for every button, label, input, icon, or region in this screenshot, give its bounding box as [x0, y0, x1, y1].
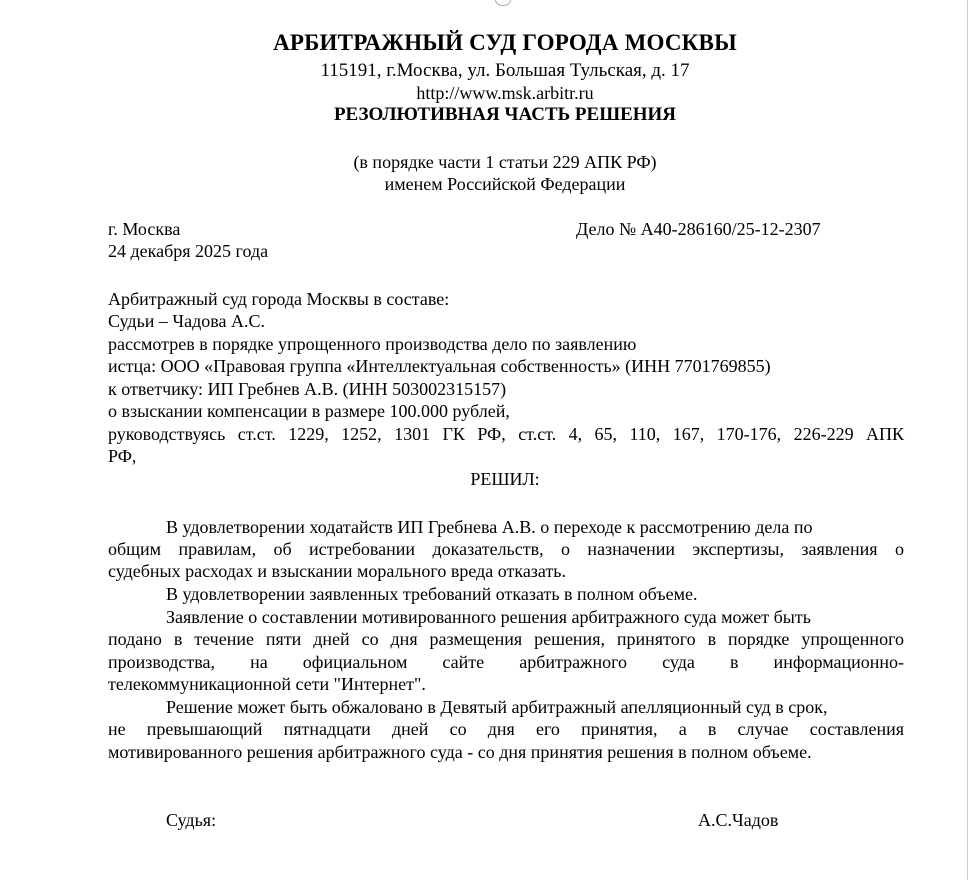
procedure-note: (в порядке части 1 статьи 229 АПК РФ) [353, 152, 657, 172]
court-website: http://www.msk.arbitr.ru [416, 83, 594, 103]
decision-line: судебных расходах и взыскании морального вреда отказать. [108, 561, 567, 581]
decision-line: не превышающий пятнадцати дней со дня его принятия, а в случае составления [108, 719, 904, 739]
intro-line: рассмотрев в порядке упрощенного производства дело по заявлению [108, 334, 637, 354]
intro-line: РФ, [108, 446, 137, 466]
decision-line: В удовлетворении ходатайств ИП Гребнева А.В. о переходе к рассмотрению дела по [166, 517, 813, 537]
court-address: 115191, г.Москва, ул. Большая Тульская, д. 17 [320, 60, 690, 81]
decision-line: телекоммуникационной сети "Интернет". [108, 674, 426, 694]
case-number: Дело № А40-286160/25-12-2307 [576, 219, 821, 239]
decided-heading: РЕШИЛ: [470, 469, 540, 489]
decision-line: общим правилам, об истребовании доказательств, о назначении экспертизы, заявления о [108, 539, 904, 559]
decision-line: подано в течение пяти дней со дня размещения решения, принятого в порядке упрощенного [108, 629, 904, 649]
intro-line: Арбитражный суд города Москвы в составе: [108, 289, 450, 309]
decision-line: Заявление о составлении мотивированного решения арбитражного суда может быть [166, 607, 811, 627]
decision-line: Решение может быть обжаловано в Девятый арбитражный апелляционный суд в срок, [166, 697, 828, 717]
intro-line: к ответчику: ИП Гребнев А.В. (ИНН 503002315157) [108, 379, 507, 399]
on-behalf-line: именем Российской Федерации [384, 174, 626, 194]
intro-line: о взыскании компенсации в размере 100.000 рублей, [108, 401, 510, 421]
intro-line: истца: ООО «Правовая группа «Интеллектуальная собственность» (ИНН 7701769855) [108, 356, 771, 376]
signature-label: Судья: [166, 810, 217, 830]
page-edge [967, 0, 968, 880]
decision-line: В удовлетворении заявленных требований отказать в полном объеме. [166, 584, 698, 604]
court-name: АРБИТРАЖНЫЙ СУД ГОРОДА МОСКВЫ [273, 30, 737, 55]
document-title: РЕЗОЛЮТИВНАЯ ЧАСТЬ РЕШЕНИЯ [333, 104, 677, 125]
page-top-mark [495, 0, 511, 6]
judge-name: А.С.Чадов [698, 810, 779, 830]
decision-date: 24 декабря 2025 года [108, 241, 269, 261]
decision-line: мотивированного решения арбитражного суда - со дня принятия решения в полном объеме. [108, 742, 812, 762]
city: г. Москва [108, 219, 181, 239]
intro-line: руководствуясь ст.ст. 1229, 1252, 1301 ГК РФ, ст.ст. 4, 65, 110, 167, 170-176, 226-229 АПК [108, 424, 904, 444]
decision-line: производства, на официальном сайте арбитражного суда в информационно- [108, 652, 904, 672]
intro-line: Судьи – Чадова А.С. [108, 311, 266, 331]
